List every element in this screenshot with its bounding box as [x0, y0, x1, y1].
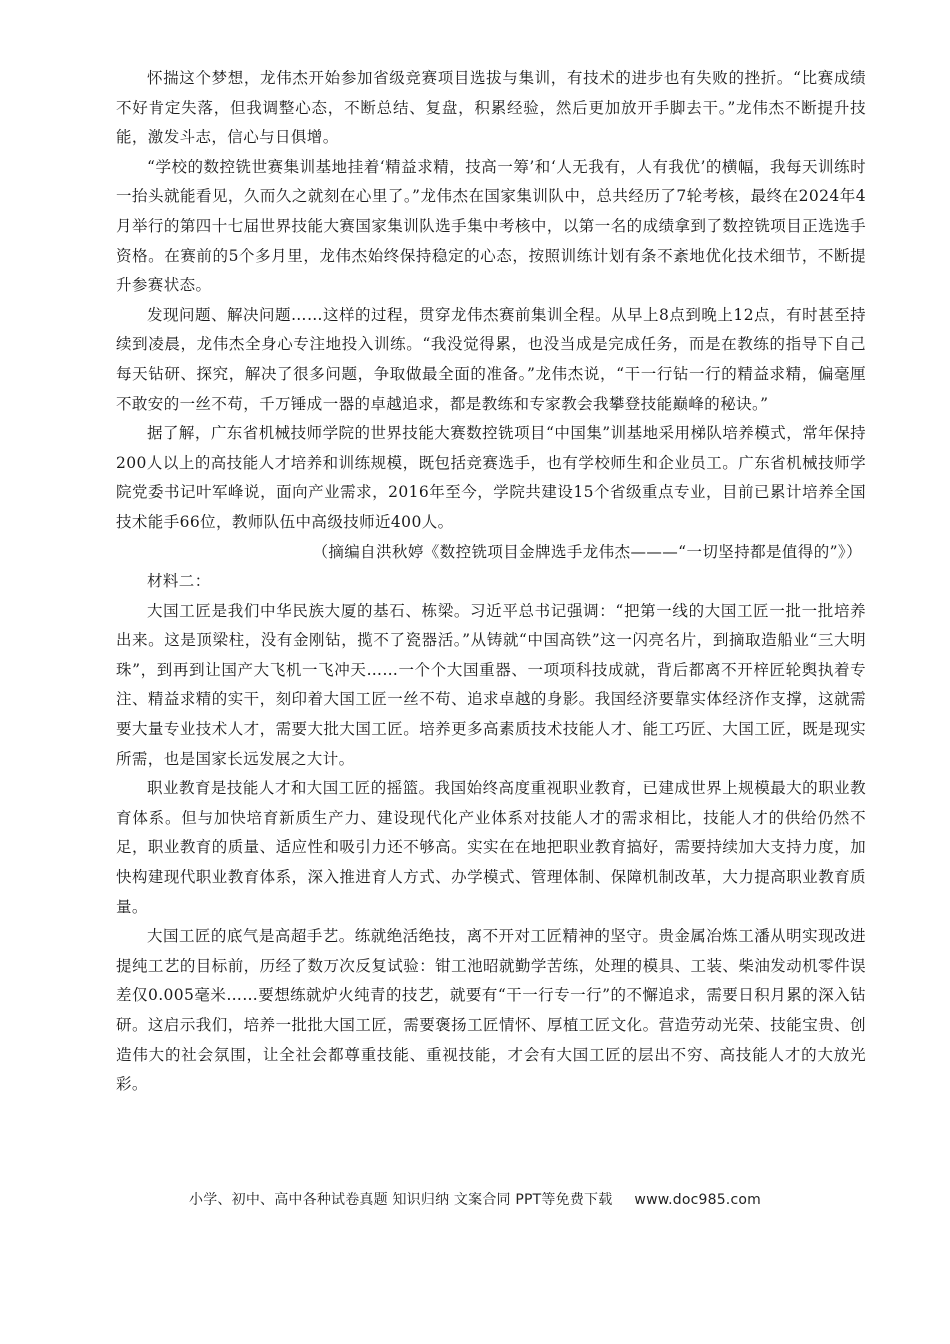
paragraph: 发现问题、解决问题……这样的过程，贯穿龙伟杰赛前集训全程。从早上8点到晚上12点，有时甚至持续到凌晨，龙伟杰全身心专注地投入训练。“我没觉得累，也没当成是完成任务，而是在教练的指导下自己每天钻研、探究，解决了很多问题，争取做最全面的准备。”龙伟杰说，“干一行钻一行的精益求精，偏毫厘不敢安的一丝不苟，千万锤成一器的卓越追求，都是教练和专家教会我攀登技能巅峰的秘诀。”	[116, 305, 866, 413]
paragraph: 大国工匠的底气是高超手艺。练就绝活绝技，离不开对工匠精神的坚守。贵金属冶炼工潘从明实现改进提纯工艺的目标前，历经了数万次反复试验：钳工池昭就勤学苦练，处理的模具、工装、柴油发动机零件误差仅0.005毫米……要想练就炉火纯青的技艺，就要有“干一行专一行”的不懈追求，需要日积月累的深入钻研。这启示我们，培养一批批大国工匠，需要褒扬工匠情怀、厚植工匠文化。营造劳动光荣、技能宝贵、创造伟大的社会氛围，让全社会都尊重技能、重视技能，才会有大国工匠的层出不穷、高技能人才的大放光彩。	[116, 927, 866, 1094]
paragraph: 大国工匠是我们中华民族大厦的基石、栋梁。习近平总书记强调：“把第一线的大国工匠一批一批培养出来。这是顶梁柱，没有金刚钻，揽不了瓷器活。”从铸就“中国高铁”这一闪亮名片，到摘取造船业“三大明珠”，到再到让国产大飞机一飞冲天……一个个大国重器、一项项科技成就，背后都离不开梓匠轮舆执着专注、精益求精的实干，刻印着大国工匠一丝不苟、追求卓越的身影。我国经济要靠实体经济作支撑，这就需要大量专业技术人才，需要大批大国工匠。培养更多高素质技术技能人才、能工巧匠、大国工匠，既是现实所需，也是国家长远发展之大计。	[116, 601, 866, 768]
source-citation: （摘编自洪秋婷《数控铣项目金牌选手龙伟杰———“一切坚持都是值得的”》）	[312, 542, 862, 561]
page-footer	[0, 1189, 950, 1209]
paragraph: “学校的数控铣世赛集训基地挂着‘精益求精，技高一筹’和‘人无我有，人有我优’的横幅，我每天训练时一抬头就能看见，久而久之就刻在心里了。”龙伟杰在国家集训队中，总共经历了7轮考核，最终在2024年4月举行的第四十七届世界技能大赛国家集训队选手集中考核中，以第一名的成绩拿到了数控铣项目正选选手资格。在赛前的5个多月里，龙伟杰始终保持稳定的心态，按照训练计划有条不紊地优化技术细节，不断提升参赛状态。	[116, 157, 866, 295]
paragraph: 据了解，广东省机械技师学院的世界技能大赛数控铣项目“中国集”训基地采用梯队培养模式，常年保持200人以上的高技能人才培养和训练规模，既包括竞赛选手，也有学校师生和企业员工。广东省机械技师学院党委书记叶军峰说，面向产业需求，2016年至今，学院共建设15个省级重点专业，目前已累计培养全国技术能手66位，教师队伍中高级技师近400人。	[116, 424, 866, 531]
paragraph: 职业教育是技能人才和大国工匠的摇篮。我国始终高度重视职业教育，已建成世界上规模最大的职业教育体系。但与加快培育新质生产力、建设现代化产业体系对技能人才的需求相比，技能人才的供给仍然不足，职业教育的质量、适应性和吸引力还不够高。实实在在地把职业教育搞好，需要持续加大支持力度，加快构建现代职业教育体系，深入推进育人方式、办学模式、管理体制、保障机制改革，大力提高职业教育质量。	[116, 779, 866, 916]
footer-text: 小学、初中、高中各种试卷真题 知识归纳 文案合同 PPT等免费下载	[189, 1192, 613, 1208]
document-body	[116, 64, 866, 1100]
paragraph: 怀揣这个梦想，龙伟杰开始参加省级竞赛项目选拔与集训，有技术的进步也有失败的挫折。“比赛成绩不好肯定失落，但我调整心态，不断总结、复盘，积累经验，然后更加放开手脚去干。”龙伟杰不断提升技能，激发斗志，信心与日俱增。	[116, 69, 866, 147]
material-2-heading: 材料二：	[147, 572, 211, 591]
footer-url[interactable]: www.doc985.com	[634, 1192, 761, 1208]
